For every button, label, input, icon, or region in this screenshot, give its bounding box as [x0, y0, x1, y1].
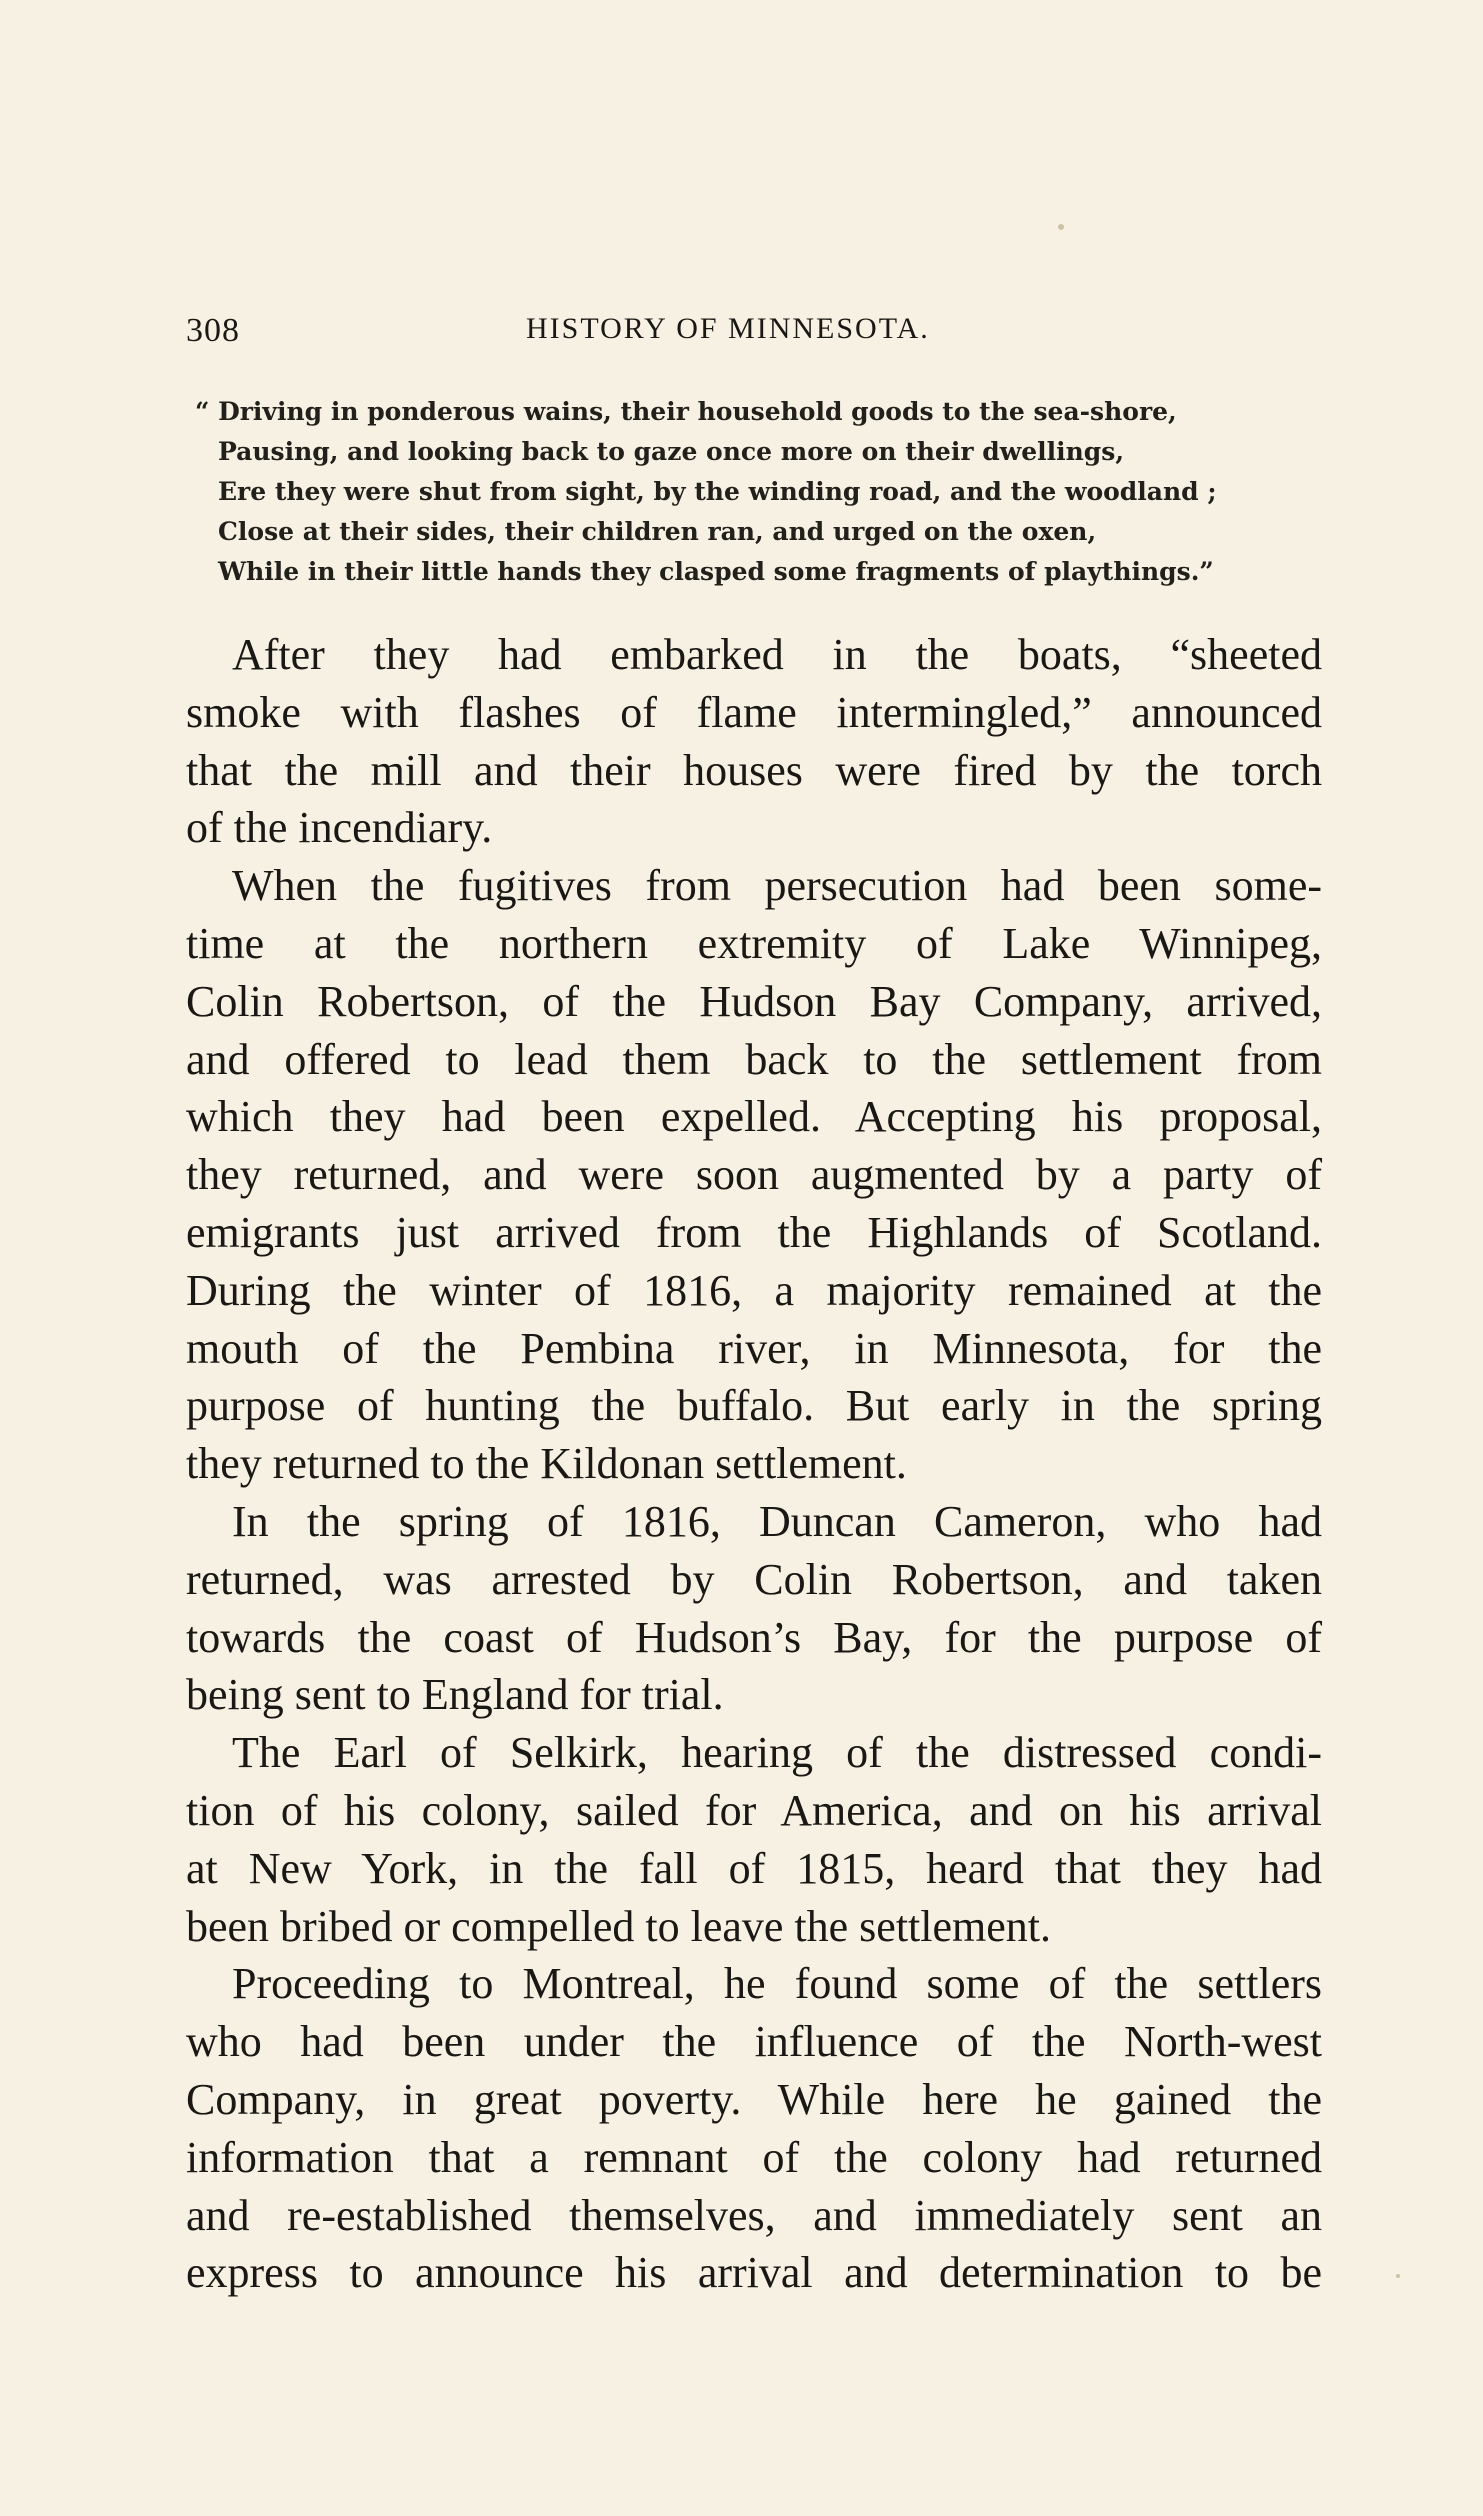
text-line: at New York, in the fall of 1815, heard that they had	[186, 1843, 1322, 1893]
text-line: that the mill and their houses were fired by the torch	[186, 745, 1322, 795]
text-line: being sent to England for trial.	[186, 1670, 724, 1720]
text-line: After they had embarked in the boats, “sheeted	[232, 630, 1322, 679]
text-line: express to announce his arrival and determination to be	[186, 2248, 1322, 2298]
text-line: emigrants just arrived from the Highlands of Scotland.	[186, 1207, 1322, 1257]
text-line: smoke with flashes of flame intermingled,” announced	[186, 687, 1322, 737]
text-line: The Earl of Selkirk, hearing of the distressed condi-	[232, 1728, 1322, 1778]
text-line: During the winter of 1816, a majority remained at the	[186, 1265, 1322, 1315]
text-line: towards the coast of Hudson’s Bay, for the purpose of	[186, 1612, 1322, 1662]
paper-speck	[1396, 2274, 1400, 2278]
text-line: time at the northern extremity of Lake Winnipeg,	[186, 918, 1322, 968]
text-line: purpose of hunting the buffalo. But early in the spring	[186, 1381, 1322, 1431]
text-line: and offered to lead them back to the settlement from	[186, 1034, 1322, 1084]
poem-quotation	[195, 392, 1335, 592]
poem-line: Ere they were shut from sight, by the winding road, and the woodland ;	[218, 477, 1217, 506]
text-line: Proceeding to Montreal, he found some of the settlers	[232, 1959, 1322, 2009]
body-text	[186, 626, 1322, 2302]
text-line: mouth of the Pembina river, in Minnesota, for the	[186, 1323, 1322, 1373]
text-line: been bribed or compelled to leave the settlement.	[186, 1901, 1052, 1951]
text-line: tion of his colony, sailed for America, and on his arrival	[186, 1785, 1322, 1835]
page-number: 308	[186, 312, 240, 349]
text-line: Company, in great poverty. While here he gained the	[186, 2074, 1322, 2124]
poem-line: “ Driving in ponderous wains, their household goods to the sea-shore,	[195, 397, 1177, 426]
poem-line: While in their little hands they clasped some fragments of playthings.”	[218, 557, 1214, 586]
paper-speck	[1058, 224, 1064, 230]
text-line: returned, was arrested by Colin Robertson, and taken	[186, 1554, 1322, 1604]
text-line: who had been under the influence of the North-west	[186, 2017, 1322, 2067]
text-line: information that a remnant of the colony had returned	[186, 2132, 1322, 2182]
text-line: of the incendiary.	[186, 803, 493, 853]
text-line: When the fugitives from persecution had been some-	[232, 861, 1322, 911]
text-line: they returned to the Kildonan settlement.	[186, 1439, 907, 1489]
running-title: HISTORY OF MINNESOTA.	[526, 312, 930, 345]
poem-line: Close at their sides, their children ran, and urged on the oxen,	[218, 517, 1097, 546]
poem-line: Pausing, and looking back to gaze once more on their dwellings,	[218, 437, 1125, 466]
text-line: which they had been expelled. Accepting his proposal,	[186, 1092, 1322, 1142]
running-head	[186, 312, 1322, 356]
text-line: In the spring of 1816, Duncan Cameron, who had	[232, 1496, 1322, 1546]
text-line: and re-established themselves, and immediately sent an	[186, 2190, 1322, 2240]
text-line: Colin Robertson, of the Hudson Bay Company, arrived,	[186, 976, 1322, 1026]
text-line: they returned, and were soon augmented by a party of	[186, 1150, 1322, 1200]
